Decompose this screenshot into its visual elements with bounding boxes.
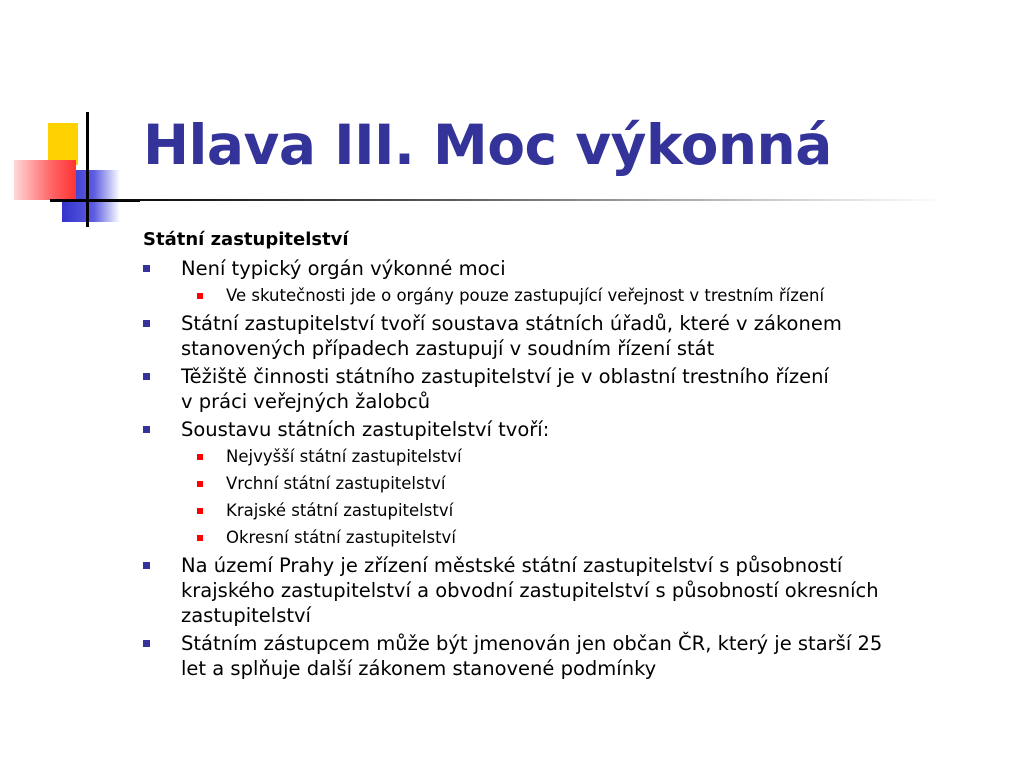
square-bullet-icon: [143, 265, 150, 272]
list-item: [143, 284, 1003, 308]
list-item: [143, 553, 1003, 628]
bullet-list: [143, 256, 1003, 681]
vertical-rule: [86, 112, 89, 227]
square-bullet-icon: [197, 481, 203, 487]
list-item-line: Těžiště činnosti státního zastupitelství je v oblastní trestního řízení: [181, 365, 829, 388]
list-item: [143, 472, 1003, 496]
list-item: [143, 631, 1003, 681]
list-item-line: Na území Prahy je zřízení městské státní zastupitelství s působností: [181, 554, 843, 577]
list-item: [143, 526, 1003, 550]
list-item-line: krajského zastupitelství a obvodní zastupitelství s působností okresních: [181, 579, 879, 602]
square-bullet-icon: [143, 562, 150, 569]
list-item-line: zastupitelství: [181, 604, 311, 627]
list-item: [143, 445, 1003, 469]
list-item: [143, 311, 1003, 361]
section-heading: Státní zastupitelství: [143, 229, 349, 250]
list-item-line: v práci veřejných žalobců: [181, 390, 431, 413]
list-item-text: Vrchní státní zastupitelství: [226, 474, 446, 493]
list-item-text: Nejvyšší státní zastupitelství: [226, 447, 462, 466]
square-bullet-icon: [143, 320, 150, 327]
list-item-text: Krajské státní zastupitelství: [226, 501, 454, 520]
list-item-line: Státním zástupcem může být jmenován jen občan ČR, který je starší 25: [181, 632, 883, 655]
slide-logo-decoration: [0, 0, 140, 240]
yellow-square-shape: [48, 123, 78, 165]
list-item: [143, 417, 1003, 442]
list-item-text: Není typický orgán výkonné moci: [181, 257, 506, 280]
square-bullet-icon: [197, 454, 203, 460]
list-item-line: let a splňuje další zákonem stanovené podmínky: [181, 657, 657, 680]
list-item: [143, 364, 1003, 414]
square-bullet-icon: [143, 640, 150, 647]
list-item: [143, 499, 1003, 523]
list-item-line: stanovených případech zastupují v soudním řízení stát: [181, 337, 715, 360]
list-item-text: Ve skutečnosti jde o orgány pouze zastupující veřejnost v trestním řízení: [226, 286, 825, 305]
red-square-shape: [14, 160, 76, 200]
slide-title: Hlava III. Moc výkonná: [143, 113, 832, 177]
square-bullet-icon: [143, 426, 150, 433]
list-item: [143, 256, 1003, 281]
title-underline-rule: [86, 199, 946, 201]
square-bullet-icon: [143, 373, 150, 380]
slide-body: [143, 226, 1003, 684]
square-bullet-icon: [197, 508, 203, 514]
list-item-text: Soustavu státních zastupitelství tvoří:: [181, 418, 550, 441]
list-item-text: Okresní státní zastupitelství: [226, 528, 456, 547]
square-bullet-icon: [197, 535, 203, 541]
square-bullet-icon: [197, 293, 203, 299]
list-item-line: Státní zastupitelství tvoří soustava státních úřadů, které v zákonem: [181, 312, 842, 335]
